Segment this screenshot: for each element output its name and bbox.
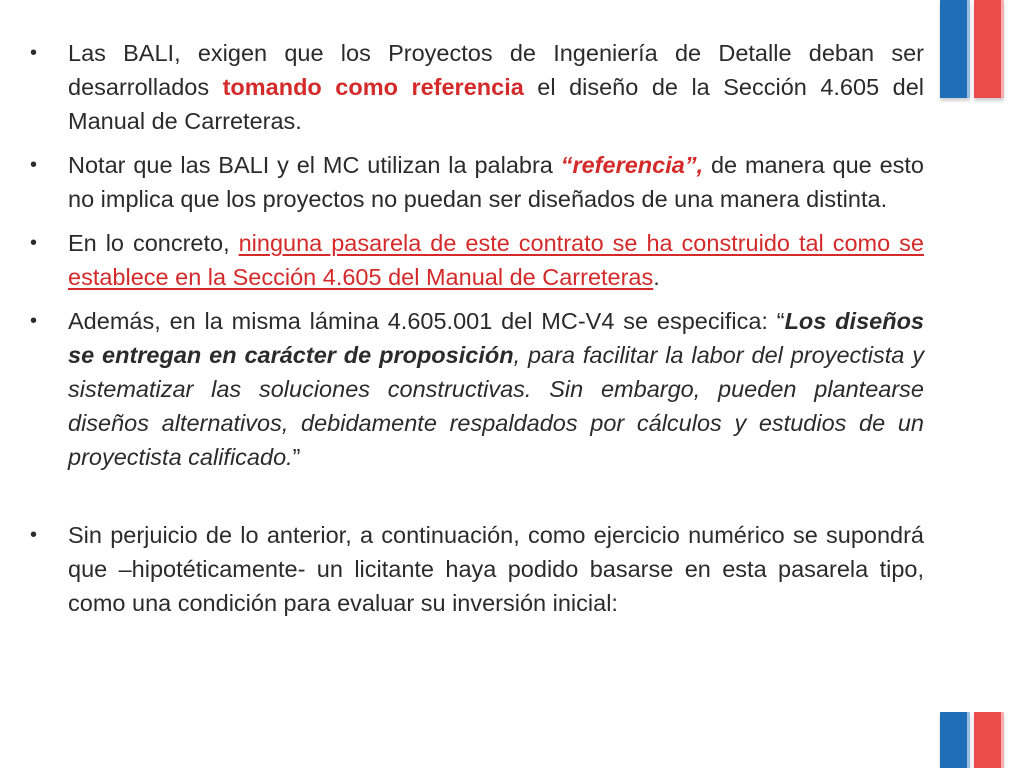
slide-content — [30, 36, 924, 630]
bullet-text: En lo concreto, ninguna pasarela de este contrato se ha construido tal como se establece en la Sección 4.605 del Manual de Carreteras. — [68, 230, 924, 290]
bullet-dot-icon: • — [30, 154, 38, 176]
bullet-text: Sin perjuicio de lo anterior, a continuación, como ejercicio numérico se supondrá que –hipotéticamente- un licitante haya podido basarse en esta pasarela tipo, como una condición para evaluar su inversión inicial: — [68, 522, 924, 616]
bullet-text: Notar que las BALI y el MC utilizan la palabra “referencia”, de manera que esto no implica que los proyectos no puedan ser diseñados de una manera distinta. — [68, 152, 925, 212]
highlight-text: tomando como referencia — [222, 74, 524, 100]
bullet-item-2 — [30, 148, 924, 216]
quote-text: , para facilitar la labor del proyectista y sistematizar las soluciones constructivas. Sin embargo, pueden plantearse diseños alternativos, debidamente respaldados por cálculos y estudios de un proyectista calificado. — [68, 342, 924, 470]
flag-red-stripe — [974, 712, 1004, 768]
highlight-text: ninguna pasarela de este contrato se ha construido tal como se establece en la Sección 4.605 del Manual de Carreteras — [68, 230, 924, 290]
bullet-text: Además, en la misma lámina 4.605.001 del MC-V4 se especifica: “Los diseños se entregan en carácter de proposición, para facilitar la labor del proyectista y sistematizar las soluciones constructivas. Sin embargo, pueden plantearse diseños alternativos, debidamente respaldados por cálculos y estudios de un proyectista calificado.” — [68, 308, 924, 470]
bullet-item-3 — [30, 226, 924, 294]
bullet-dot-icon: • — [30, 310, 38, 332]
flag-blue-stripe — [940, 0, 970, 98]
flag-red-stripe — [974, 0, 1004, 98]
bullet-dot-icon: • — [30, 524, 38, 546]
bullet-item-1 — [30, 36, 924, 138]
flag-decoration-bottom — [940, 712, 1004, 768]
flag-decoration-top — [940, 0, 1004, 98]
highlight-text: “referencia”, — [560, 152, 704, 178]
bullet-text: Las BALI, exigen que los Proyectos de Ingeniería de Detalle deban ser desarrollados tomando como referencia el diseño de la Sección 4.605 del Manual de Carreteras. — [68, 40, 924, 134]
bullet-dot-icon: • — [30, 232, 38, 254]
emphasis-text: Los diseños se entregan en carácter de proposición — [68, 308, 924, 368]
bullet-item-4 — [30, 304, 924, 474]
bullet-item-5 — [30, 518, 924, 620]
flag-blue-stripe — [940, 712, 970, 768]
bullet-dot-icon: • — [30, 42, 38, 64]
